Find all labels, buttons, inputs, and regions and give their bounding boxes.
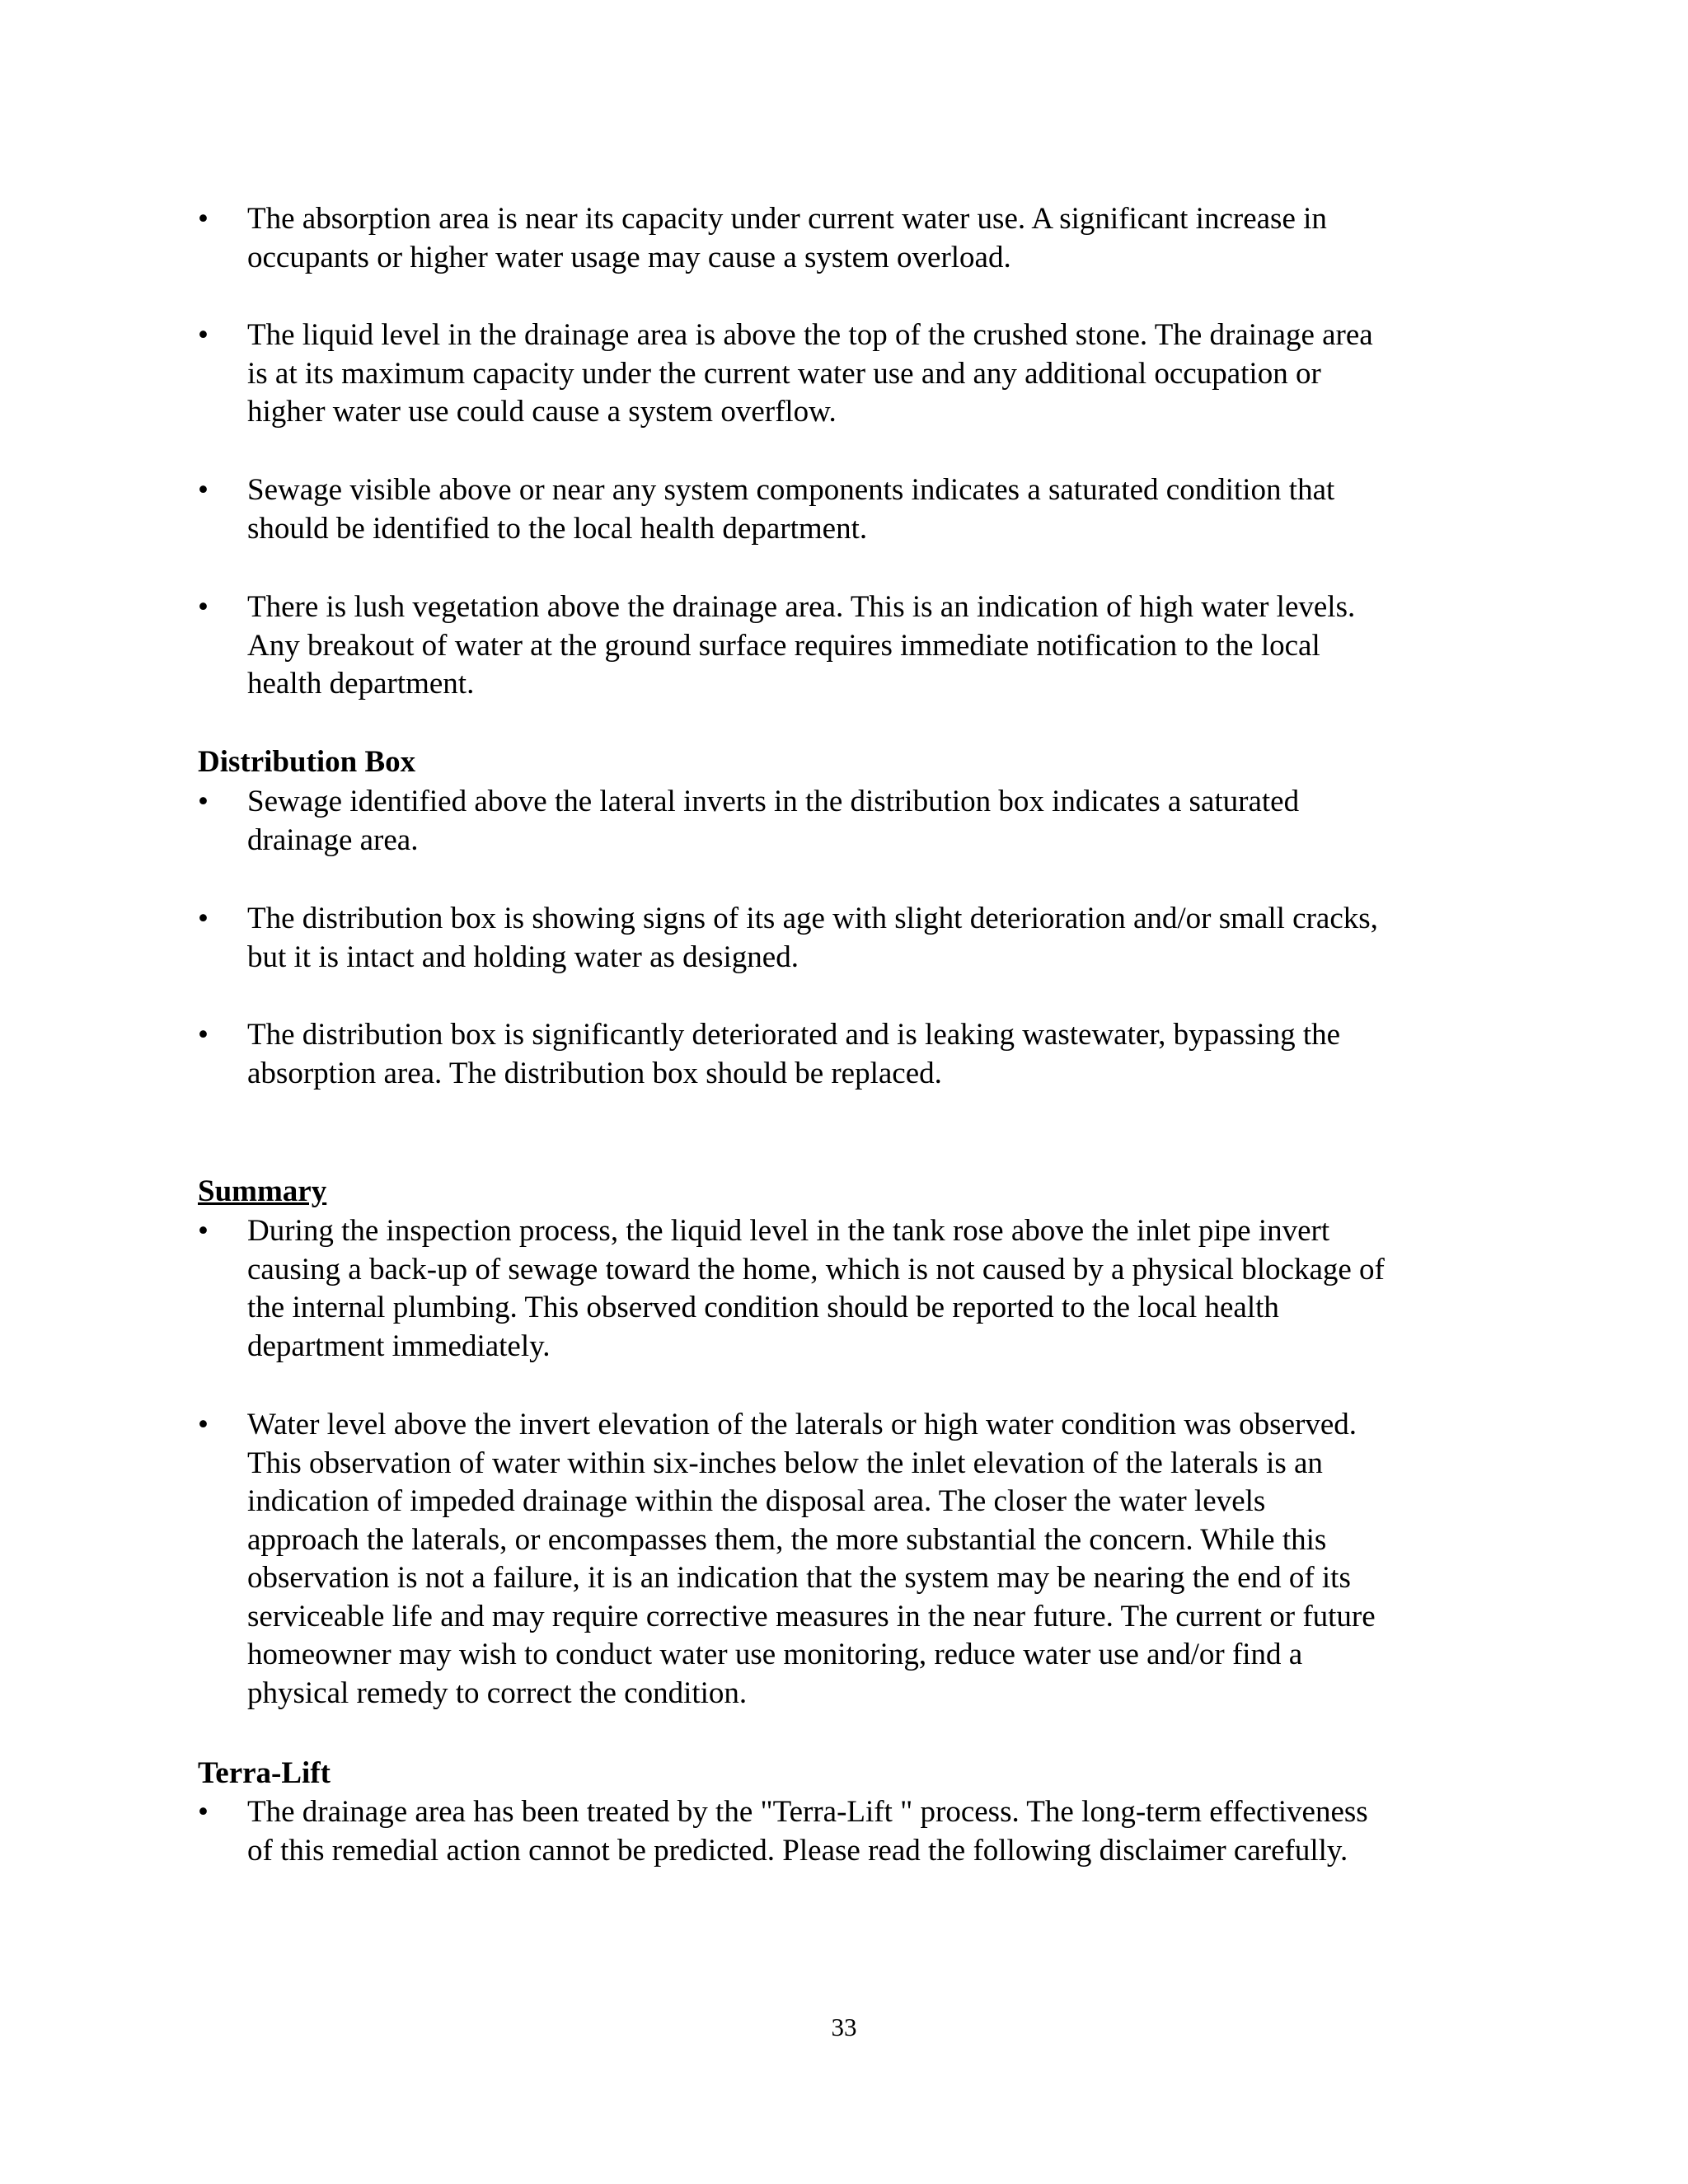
text-line: should be identified to the local health department. (247, 511, 868, 546)
text-line: is at its maximum capacity under the current water use and any additional occupation or (247, 356, 1321, 391)
text-line: of this remedial action cannot be predicted. Please read the following disclaimer carefully. (247, 1833, 1348, 1868)
text-line: Water level above the invert elevation of the laterals or high water condition was observed. (247, 1408, 1357, 1441)
text-line: homeowner may wish to conduct water use monitoring, reduce water use and/or find a (247, 1638, 1303, 1671)
heading-summary: Summary (198, 1174, 327, 1208)
text-line: Sewage visible above or near any system components indicates a saturated condition that (247, 473, 1335, 507)
bullet-text (247, 783, 1500, 860)
text-line: This observation of water within six-inches below the inlet elevation of the laterals is an (247, 1446, 1323, 1480)
text-line: absorption area. The distribution box should be replaced. (247, 1056, 942, 1090)
text-line: but it is intact and holding water as designed. (247, 940, 799, 974)
text-line: occupants or higher water usage may cause a system overload. (247, 240, 1011, 274)
text-line: serviceable life and may require corrective measures in the near future. The current or future (247, 1599, 1376, 1633)
text-line: higher water use could cause a system overflow. (247, 395, 837, 429)
text-line: Any breakout of water at the ground surface requires immediate notification to the local (247, 628, 1320, 663)
text-line: The distribution box is significantly deteriorated and is leaking wastewater, bypassing the (247, 1018, 1341, 1052)
bullet-text (247, 1406, 1500, 1713)
heading-distribution-box: Distribution Box (198, 745, 416, 779)
bullet-text (247, 1793, 1500, 1870)
bullet-text (247, 200, 1500, 277)
text-line: health department. (247, 667, 475, 701)
text-line: The liquid level in the drainage area is above the top of the crushed stone. The drainage area (247, 318, 1373, 352)
text-line: department immediately. (247, 1329, 551, 1363)
page-number: 33 (831, 2013, 857, 2041)
bullet-text (247, 471, 1500, 548)
text-line: There is lush vegetation above the drainage area. This is an indication of high water levels. (247, 590, 1356, 624)
text-line: The drainage area has been treated by the "Terra-Lift " process. The long-term effectiveness (247, 1795, 1368, 1829)
text-line: approach the laterals, or encompasses them, the more substantial the concern. While this (247, 1522, 1327, 1557)
bullet-text (247, 1016, 1500, 1093)
text-line: During the inspection process, the liquid level in the tank rose above the inlet pipe invert (247, 1214, 1330, 1248)
bullet-text (247, 900, 1500, 977)
text-line: Sewage identified above the lateral inverts in the distribution box indicates a saturated (247, 785, 1300, 818)
heading-terra-lift: Terra-Lift (198, 1756, 331, 1790)
text-line: causing a back-up of sewage toward the home, which is not caused by a physical blockage of (247, 1252, 1385, 1286)
text-line: physical remedy to correct the condition. (247, 1675, 748, 1710)
text-line: drainage area. (247, 823, 419, 857)
bullet-text (247, 1212, 1500, 1366)
text-line: The distribution box is showing signs of its age with slight deterioration and/or small cracks, (247, 902, 1378, 935)
text-line: the internal plumbing. This observed condition should be reported to the local health (247, 1291, 1279, 1324)
bullet-text (247, 316, 1500, 432)
bullet-text (247, 588, 1500, 704)
text-line: The absorption area is near its capacity under current water use. A significant increase in (247, 202, 1327, 236)
text-line: indication of impeded drainage within the disposal area. The closer the water levels (247, 1484, 1266, 1518)
text-line: observation is not a failure, it is an indication that the system may be nearing the end of its (247, 1561, 1351, 1595)
